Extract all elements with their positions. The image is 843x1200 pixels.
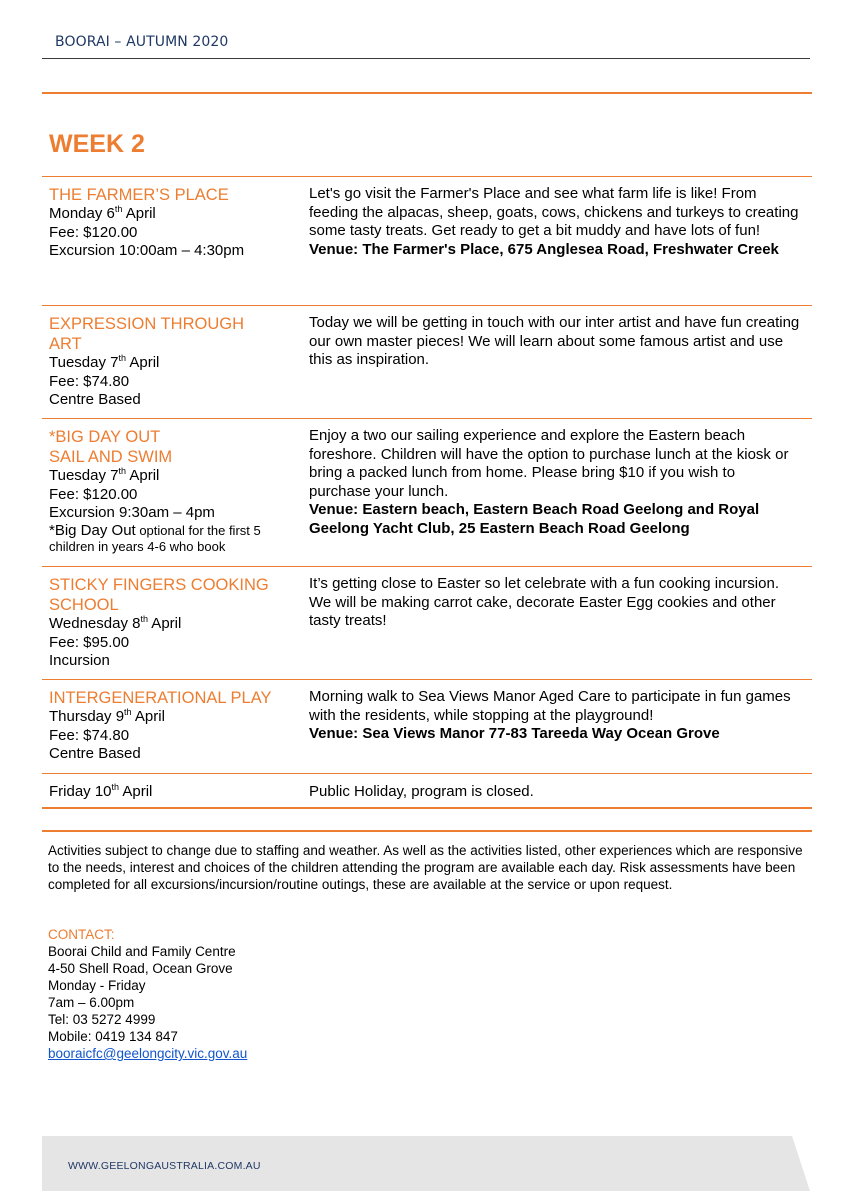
header-divider [42,58,810,59]
contact-block [48,926,247,1062]
activity-details [42,185,309,297]
activities-table [42,176,812,809]
activity-date: Tuesday 7th April [49,466,160,484]
activity-details [42,575,309,671]
footer-url[interactable]: WWW.GEELONGAUSTRALIA.COM.AU [68,1160,261,1172]
activity-date: Thursday 9th April [49,707,165,725]
contact-hours: 7am – 6.00pm [48,995,135,1010]
activity-venue: Venue: The Farmer's Place, 675 Anglesea Road, Freshwater Creek [309,240,779,258]
footer-notch [792,1136,810,1191]
activity-description: It’s getting close to Easter so let celebrate with a fun cooking incursion. We will be making carrot cake, decorate Easter Egg cookies and other tasty treats! [309,575,779,629]
activity-type: Incursion [49,652,110,669]
activity-fee: Fee: $74.80 [49,726,130,744]
activity-date: Wednesday 8th April [49,614,182,632]
contact-mobile: Mobile: 0419 134 847 [48,1029,178,1044]
activity-row [42,773,812,809]
activity-row [42,176,812,305]
footer-bar [42,1136,810,1191]
activity-row [42,418,812,566]
contact-days: Monday - Friday [48,978,146,993]
bottom-orange-divider [42,830,812,832]
activity-fee: Fee: $120.00 [49,223,138,241]
activity-type: Excursion 10:00am – 4:30pm [49,242,245,259]
activity-details [42,688,309,765]
contact-heading: CONTACT: [48,927,115,942]
activity-details [42,314,309,410]
activity-title: THE FARMER’S PLACE [49,186,229,204]
activity-title: STICKY FINGERS COOKING SCHOOL [49,576,269,614]
contact-email-link[interactable]: booraicfc@geelongcity.vic.gov.au [48,1046,248,1061]
activity-fee: Fee: $120.00 [49,485,138,503]
contact-tel: Tel: 03 5272 4999 [48,1012,156,1027]
activity-type: Centre Based [49,745,141,762]
activity-type: Centre Based [49,391,141,408]
activity-title: INTERGENERATIONAL PLAY [49,689,272,707]
activity-description: Morning walk to Sea Views Manor Aged Care to participate in fun games with the residents, while stopping at the playground! Venue: Sea Views Manor 77-83 Tareeda Way Ocean Grove [309,688,812,765]
activity-title: *BIG DAY OUT SAIL AND SWIM [49,428,173,466]
top-orange-divider [42,92,812,94]
activity-row [42,566,812,679]
activity-row [42,305,812,418]
activity-details [42,427,309,558]
activity-note: *Big Day Out optional for the first 5 children in years 4-6 who book [49,521,261,554]
activity-description: Today we will be getting in touch with our inter artist and have fun creating our own master pieces! We will learn about some famous artist and use this as inspiration. [309,314,800,368]
activity-date: Friday 10th April [49,782,153,800]
activity-title: EXPRESSION THROUGH ART [49,315,244,353]
activity-details [42,783,309,799]
header-title: BOORAI – AUTUMN 2020 [55,34,229,50]
week-title: WEEK 2 [49,130,145,158]
contact-name: Boorai Child and Family Centre [48,944,236,959]
activity-description: Enjoy a two our sailing experience and explore the Eastern beach foreshore. Children will have the option to purchase lunch at the kiosk or bring a packed lunch from home. Please bring $10 if you wish to purchase your lunch. Venue: Eastern beach, Eastern Beach Road Geelong and Royal Geelong Yacht Club, 25 Eastern Beach Road Geelong [309,427,812,558]
activity-description: Public Holiday, program is closed. [309,783,534,800]
activity-date: Monday 6th April [49,204,156,222]
activity-fee: Fee: $74.80 [49,372,130,390]
activity-type: Excursion 9:30am – 4pm [49,504,215,521]
activity-fee: Fee: $95.00 [49,633,130,651]
activity-row [42,679,812,773]
activity-date: Tuesday 7th April [49,353,160,371]
activity-notes: Activities subject to change due to staffing and weather. As well as the activities listed, other experiences which are responsive to the needs, interest and choices of the children attending the program are available each day. Risk assessments have been completed for all excursions/incursion/routine outings, these are available at the service or upon request. [48,843,803,892]
contact-address: 4-50 Shell Road, Ocean Grove [48,961,233,976]
activity-description: Let's go visit the Farmer's Place and see what farm life is like! From feeding the alpacas, sheep, goats, cows, chickens and turkeys to creating some tasty treats. Get ready to get a bit muddy and have lots of fun! Venue: The Farmer's Place, 675 Anglesea Road, Freshwater Creek [309,185,799,258]
activity-venue: Venue: Eastern beach, Eastern Beach Road Geelong and Royal Geelong Yacht Club, 25 Eastern Beach Road Geelong [309,501,760,537]
activity-venue: Venue: Sea Views Manor 77-83 Tareeda Way Ocean Grove [309,725,720,742]
